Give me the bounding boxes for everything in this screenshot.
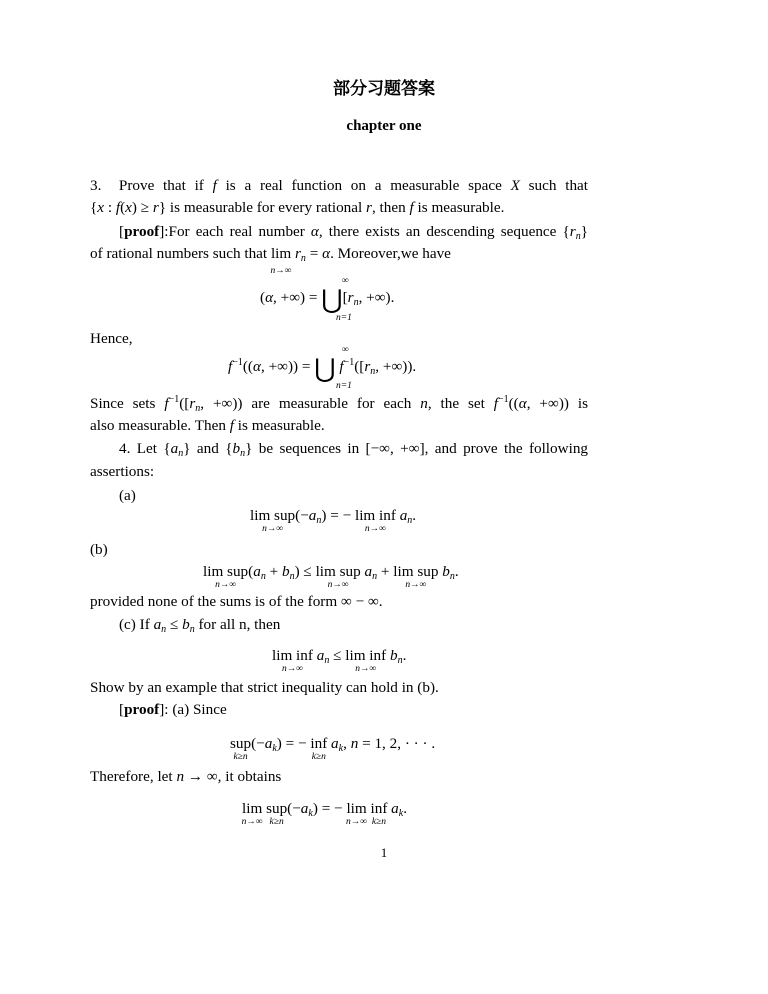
problem-3-line-1: 3. Prove that if f is a real function on a measurable space X such that <box>90 177 588 194</box>
equation-sup-inf: sup k≥n $(-a_k)$ = − inf k≥n $a_k$, n = 1, 2, · · · . <box>230 735 436 762</box>
page-number: 1 <box>380 845 388 860</box>
equation-liminf-compare: lim inf n→∞ $a_n \le \lim$ inf n→∞ $b_n$. <box>272 647 407 674</box>
problem-3-proof-line-1: [proof]:For each real number α, there exists an descending sequence $\{r_n\}$ <box>119 223 588 242</box>
problem-3-line-2: {x : f(x) ≥ r} is measurable for every rational r, then f is measurable. <box>90 199 505 216</box>
equation-final-limit: lim n→∞ sup k≥n $(-a_k)$ = − lim n→∞ inf k≥n $a_k$. <box>241 800 408 827</box>
union-lower-limit: n=1 <box>336 313 352 323</box>
hence-text: Hence, <box>90 330 133 347</box>
proof-label-2: proof <box>124 701 160 718</box>
equation-union-intervals: (α, +∞) = $⋃[r_n$, +∞). <box>260 285 395 314</box>
show-example-text: Show by an example that strict inequality can hold in (b). <box>90 679 439 696</box>
proof-label: proof <box>124 223 160 240</box>
therefore-text: Therefore, let n → ∞, it obtains <box>90 768 282 785</box>
problem-3-since-line-1: Since sets $f^{-1}([r_n$, +∞)) are measurable for each n, the set $f^{-1}((\alpha$, +∞)) is <box>90 394 588 414</box>
problem-3-since-line-2: also measurable. Then f is measurable. <box>90 417 325 434</box>
chapter-heading: chapter one <box>346 118 422 134</box>
equation-preimage-union: $f^{-1}((\alpha$, +∞)) = ⋃ $f^{-1}([r_n$, +∞)). <box>228 354 417 383</box>
proof-a-text: : (a) Since <box>164 701 227 718</box>
provided-text: provided none of the sums is of the form ∞ − ∞. <box>90 593 383 610</box>
equation-limsup-sum: lim sup n→∞ $(a_n + b_n) \le \lim$ sup n→∞ $a_n + \lim$ sup n→∞ $b_n$. <box>203 563 459 590</box>
problem-4-proof-start: [proof]: (a) Since <box>119 701 227 718</box>
union-lower-limit-2: n=1 <box>336 381 352 391</box>
part-b-label: (b) <box>90 541 108 558</box>
equation-limsup-neg: lim sup n→∞ $(-a_n)$ = − lim inf n→∞ $a_n$. <box>250 507 417 534</box>
problem-4-line-1: 4. Let $\{a_n\}$ and $\{b_n\}$ be sequences in [−∞, +∞], and prove the following <box>119 440 589 459</box>
part-a-label: (a) <box>119 487 136 504</box>
limit-expression: lim n→∞ <box>270 245 292 276</box>
text-of-rational: of rational numbers such that <box>90 245 268 262</box>
part-c-intro: (c) If $a_n \le b_n$ for all n, then <box>119 616 281 635</box>
problem-3-proof-line-2: of rational numbers such that lim n→∞ $r_n = \alpha$. Moreover,we have <box>90 245 451 276</box>
page-title: 部分习题答案 <box>333 79 435 99</box>
union-upper-limit-2: ∞ <box>342 345 349 355</box>
problem-4-line-2: assertions: <box>90 463 155 480</box>
union-upper-limit: ∞ <box>342 276 349 286</box>
